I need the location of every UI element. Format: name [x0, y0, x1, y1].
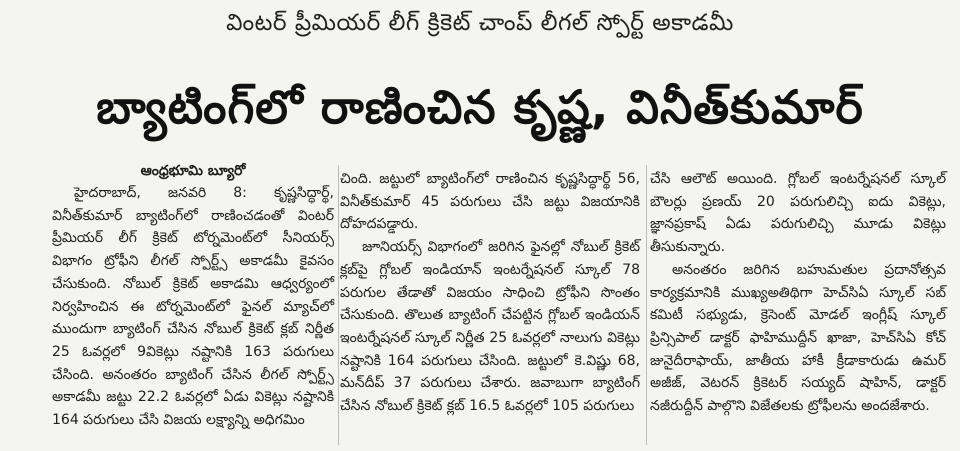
article-column-2	[340, 168, 640, 418]
column-3-paragraph-2: అనంతరం జరిగిన బహుమతుల ప్రదానోత్సవ కార్యక్రమానికి ముఖ్యఅతిథిగా హెచ్‌సిఏ స్కూల్ సబ్ కమిటీ సభ్యుడు, క్రెసెంట్ మోడల్ ఇంగ్లీష్ స్కూల్ ప్రిన్సిపాల్ డాక్టర్ ఫాహిముద్దీన్ ఖాజా, హెచ్‌సిఏ కోచ్ జునైదీరాఫాయ్, జాతీయ హాకీ క్రీడాకారుడు ఉమర్ అజీజ్, వెటరన్ క్రికెటర్ సయ్యద్ షాహిన్, డాక్టర్ నజీరుద్దీన్ పాల్గొని విజేతలకు ట్రోఫీలను అందజేశారు.	[650, 261, 946, 415]
column-2-paragraph-2: జూనియర్స్ విభాగంలో జరిగిన ఫైనల్లో నోబుల్ క్రికెట్ క్లబ్‌పై గ్లోబల్ ఇండియాన్ ఇంటర్నేషనల్ స్కూల్ 78 పరుగుల తేడాతో విజయం సాధించి ట్రోఫీని సొంతం చేసుకుంది. తొలుత బ్యాటింగ్ చేపట్టిన గ్లోబల్ ఇండియన్ ఇంటర్నేషనల్ స్కూల్ నిర్ణీత 25 ఓవర్లలో నాలుగు వికెట్లు నష్టానికి 164 పరుగులు చేసింది. జట్టులో కె.విష్ణు 68, మన్‌దీప్ 37 పరుగులు చేశారు. జవాబుగా బ్యాటింగ్ చేసిన నోబుల్ క్రికెట్ క్లబ్ 16.5 ఓవర్లలో 105 పరుగులు	[340, 239, 640, 415]
article-byline: ఆంధ్రభూమి బ్యూరో	[140, 163, 246, 179]
article-kicker: వింటర్ ప్రీమియర్ లీగ్ క్రికెట్ చాంప్ లీగల్ స్పోర్ట్ అకాడమీ	[226, 10, 734, 36]
column-2-paragraph-1: చింది. జట్టులో బ్యాటింగ్‌లో రాణించిన కృష్ణసిద్ధార్థ్ 56, వినీత్‌కుమార్ 45 పరుగులు చేసి జట్టు విజయానికి దోహదపడ్డారు.	[340, 171, 640, 233]
column-divider	[338, 165, 339, 445]
column-1-paragraph-1: హైదరాబాద్, జనవరి 8: కృష్ణసిద్ధార్థ్, వినీత్‌కుమార్ బ్యాటింగ్‌లో రాణించడంతో వింటర్ ప్రీమియర్ లీగ్ క్రికెట్ టోర్నమెంట్‌లో సీనియర్స్ విభాగం ట్రోఫీని లీగల్ స్పోర్ట్స్ అకాడమీ కైవసం చేసుకుంది. నోబుల్ క్రికెట్ అకాడమి ఆధ్వర్యంలో నిర్వహించిన ఈ టోర్నమెంట్‌లో ఫైనల్ మ్యాచ్‌లో ముందుగా బ్యాటింగ్ చేసిన నోబుల్ క్రికెట్ క్లబ్ నిర్ణీత 25 ఓవర్లలో 9వికెట్లు నష్టానికి 163 పరుగులు చేసింది. అనంతరం బ్యాటింగ్ చేసిన లీగల్ స్పోర్ట్స్ అకాడమీ జట్టు 22.2 ఓవర్లలో ఏడు వికెట్లు నష్టానికి 164 పరుగులు చేసి విజయ లక్ష్యాన్ని అధిగమిం	[52, 185, 334, 429]
column-3-paragraph-1: చేసి ఆలౌట్ అయింది. గ్లోబల్ ఇంటర్నేషనల్ స్కూల్ బౌలర్లు ప్రణయ్ 20 పరుగులిచ్చి ఐదు వికెట్లు, జ్ఞానప్రకాష్ ఏడు పరుగులిచ్చి మూడు వికెట్లు తీసుకున్నారు.	[650, 171, 946, 256]
article-column-3	[650, 168, 946, 418]
column-divider	[646, 165, 647, 445]
article-headline: బ్యాటింగ్‌లో రాణించిన కృష్ణ, వినీత్‌కుమార్	[96, 80, 864, 134]
article-column-1	[52, 160, 334, 432]
